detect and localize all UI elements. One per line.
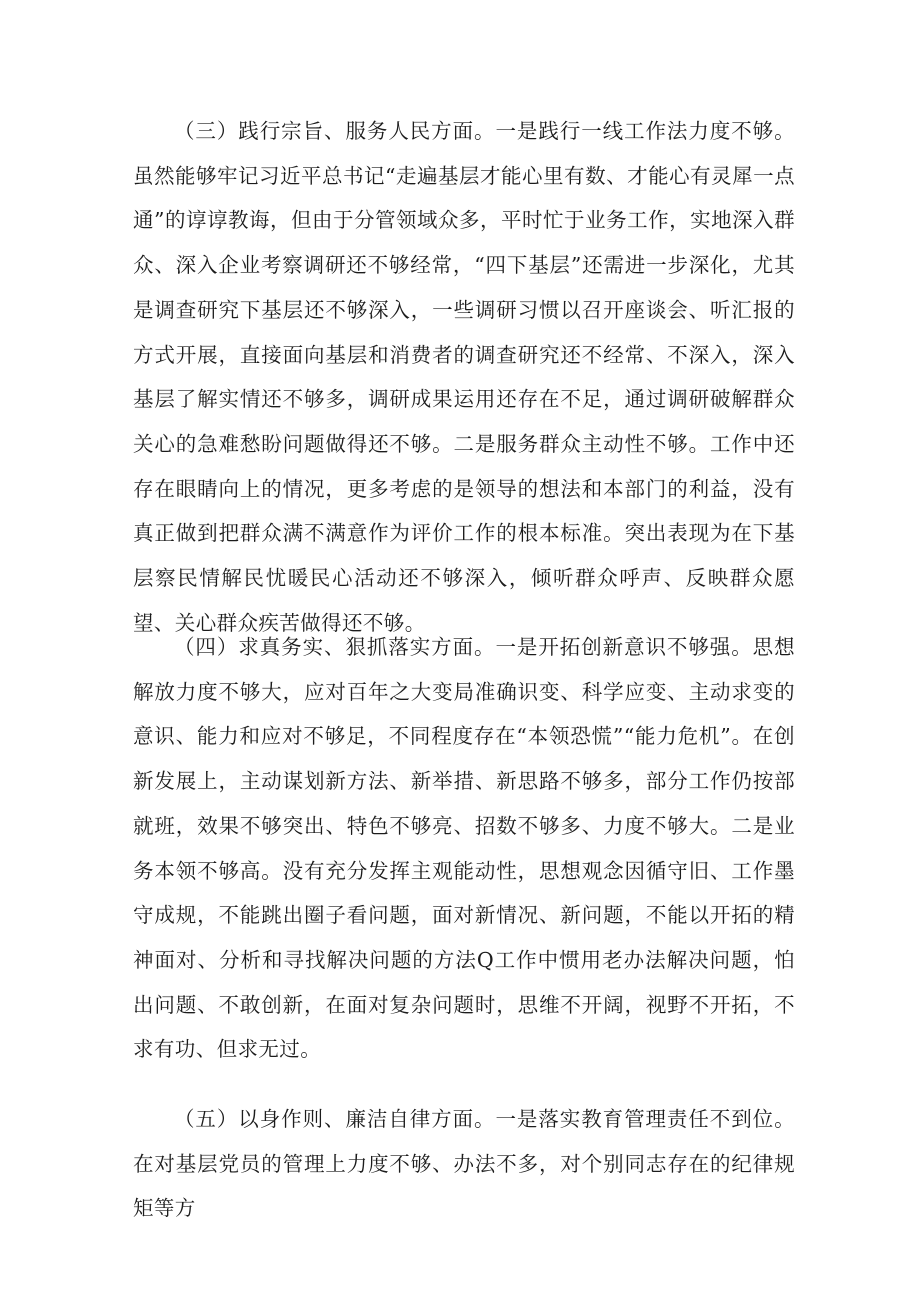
paragraph-section-3: （三）践行宗旨、服务人民方面。一是践行一线工作法力度不够。虽然能够牢记习近平总书记“走遍基层才能心里有数、才能心有灵犀一点通”的谆谆教诲，但由于分管领域众多，平时忙于业务工作，实地深入群众、深入企业考察调研还不够经常，“四下基层”还需进一步深化，尤其是调查研究下基层还不够深入，一些调研习惯以召开座谈会、听汇报的方式开展，直接面向基层和消费者的调查研究还不经常、不深入，深入基层了解实情还不够多，调研成果运用还存在不足，通过调研破解群众关心的急难愁盼问题做得还不够。二是服务群众主动性不够。工作中还存在眼睛向上的情况，更多考虑的是领导的想法和本部门的利益，没有真正做到把群众满不满意作为评价工作的根本标准。突出表现为在下基层察民情解民忧暖民心活动还不够深入，倾听群众呼声、反映群众愿望、关心群众疾苦做得还不够。 bbox=[133, 119, 795, 635]
paragraph-section-5: （五）以身作则、廉洁自律方面。一是落实教育管理责任不到位。在对基层党员的管理上力度不够、办法不多，对个别同志存在的纪律规矩等方 bbox=[133, 1107, 795, 1221]
paragraph-section-4: （四）求真务实、狠抓落实方面。一是开拓创新意识不够强。思想解放力度不够大，应对百年之大变局准确识变、科学应变、主动求变的意识、能力和应对不够足，不同程度存在“本领恐慌”“能力危机”。在创新发展上，主动谋划新方法、新举措、新思路不够多，部分工作仍按部就班，效果不够突出、特色不够亮、招数不够多、力度不够大。二是业务本领不够高。没有充分发挥主观能动性，思想观念因循守旧、工作墨守成规，不能跳出圈子看问题，面对新情况、新问题，不能以开拓的精神面对、分析和寻找解决问题的方法Q工作中惯用老办法解决问题，怕出问题、不敢创新，在面对复杂问题时，思维不开阔，视野不开拓，不求有功、但求无过。 bbox=[133, 635, 795, 1062]
